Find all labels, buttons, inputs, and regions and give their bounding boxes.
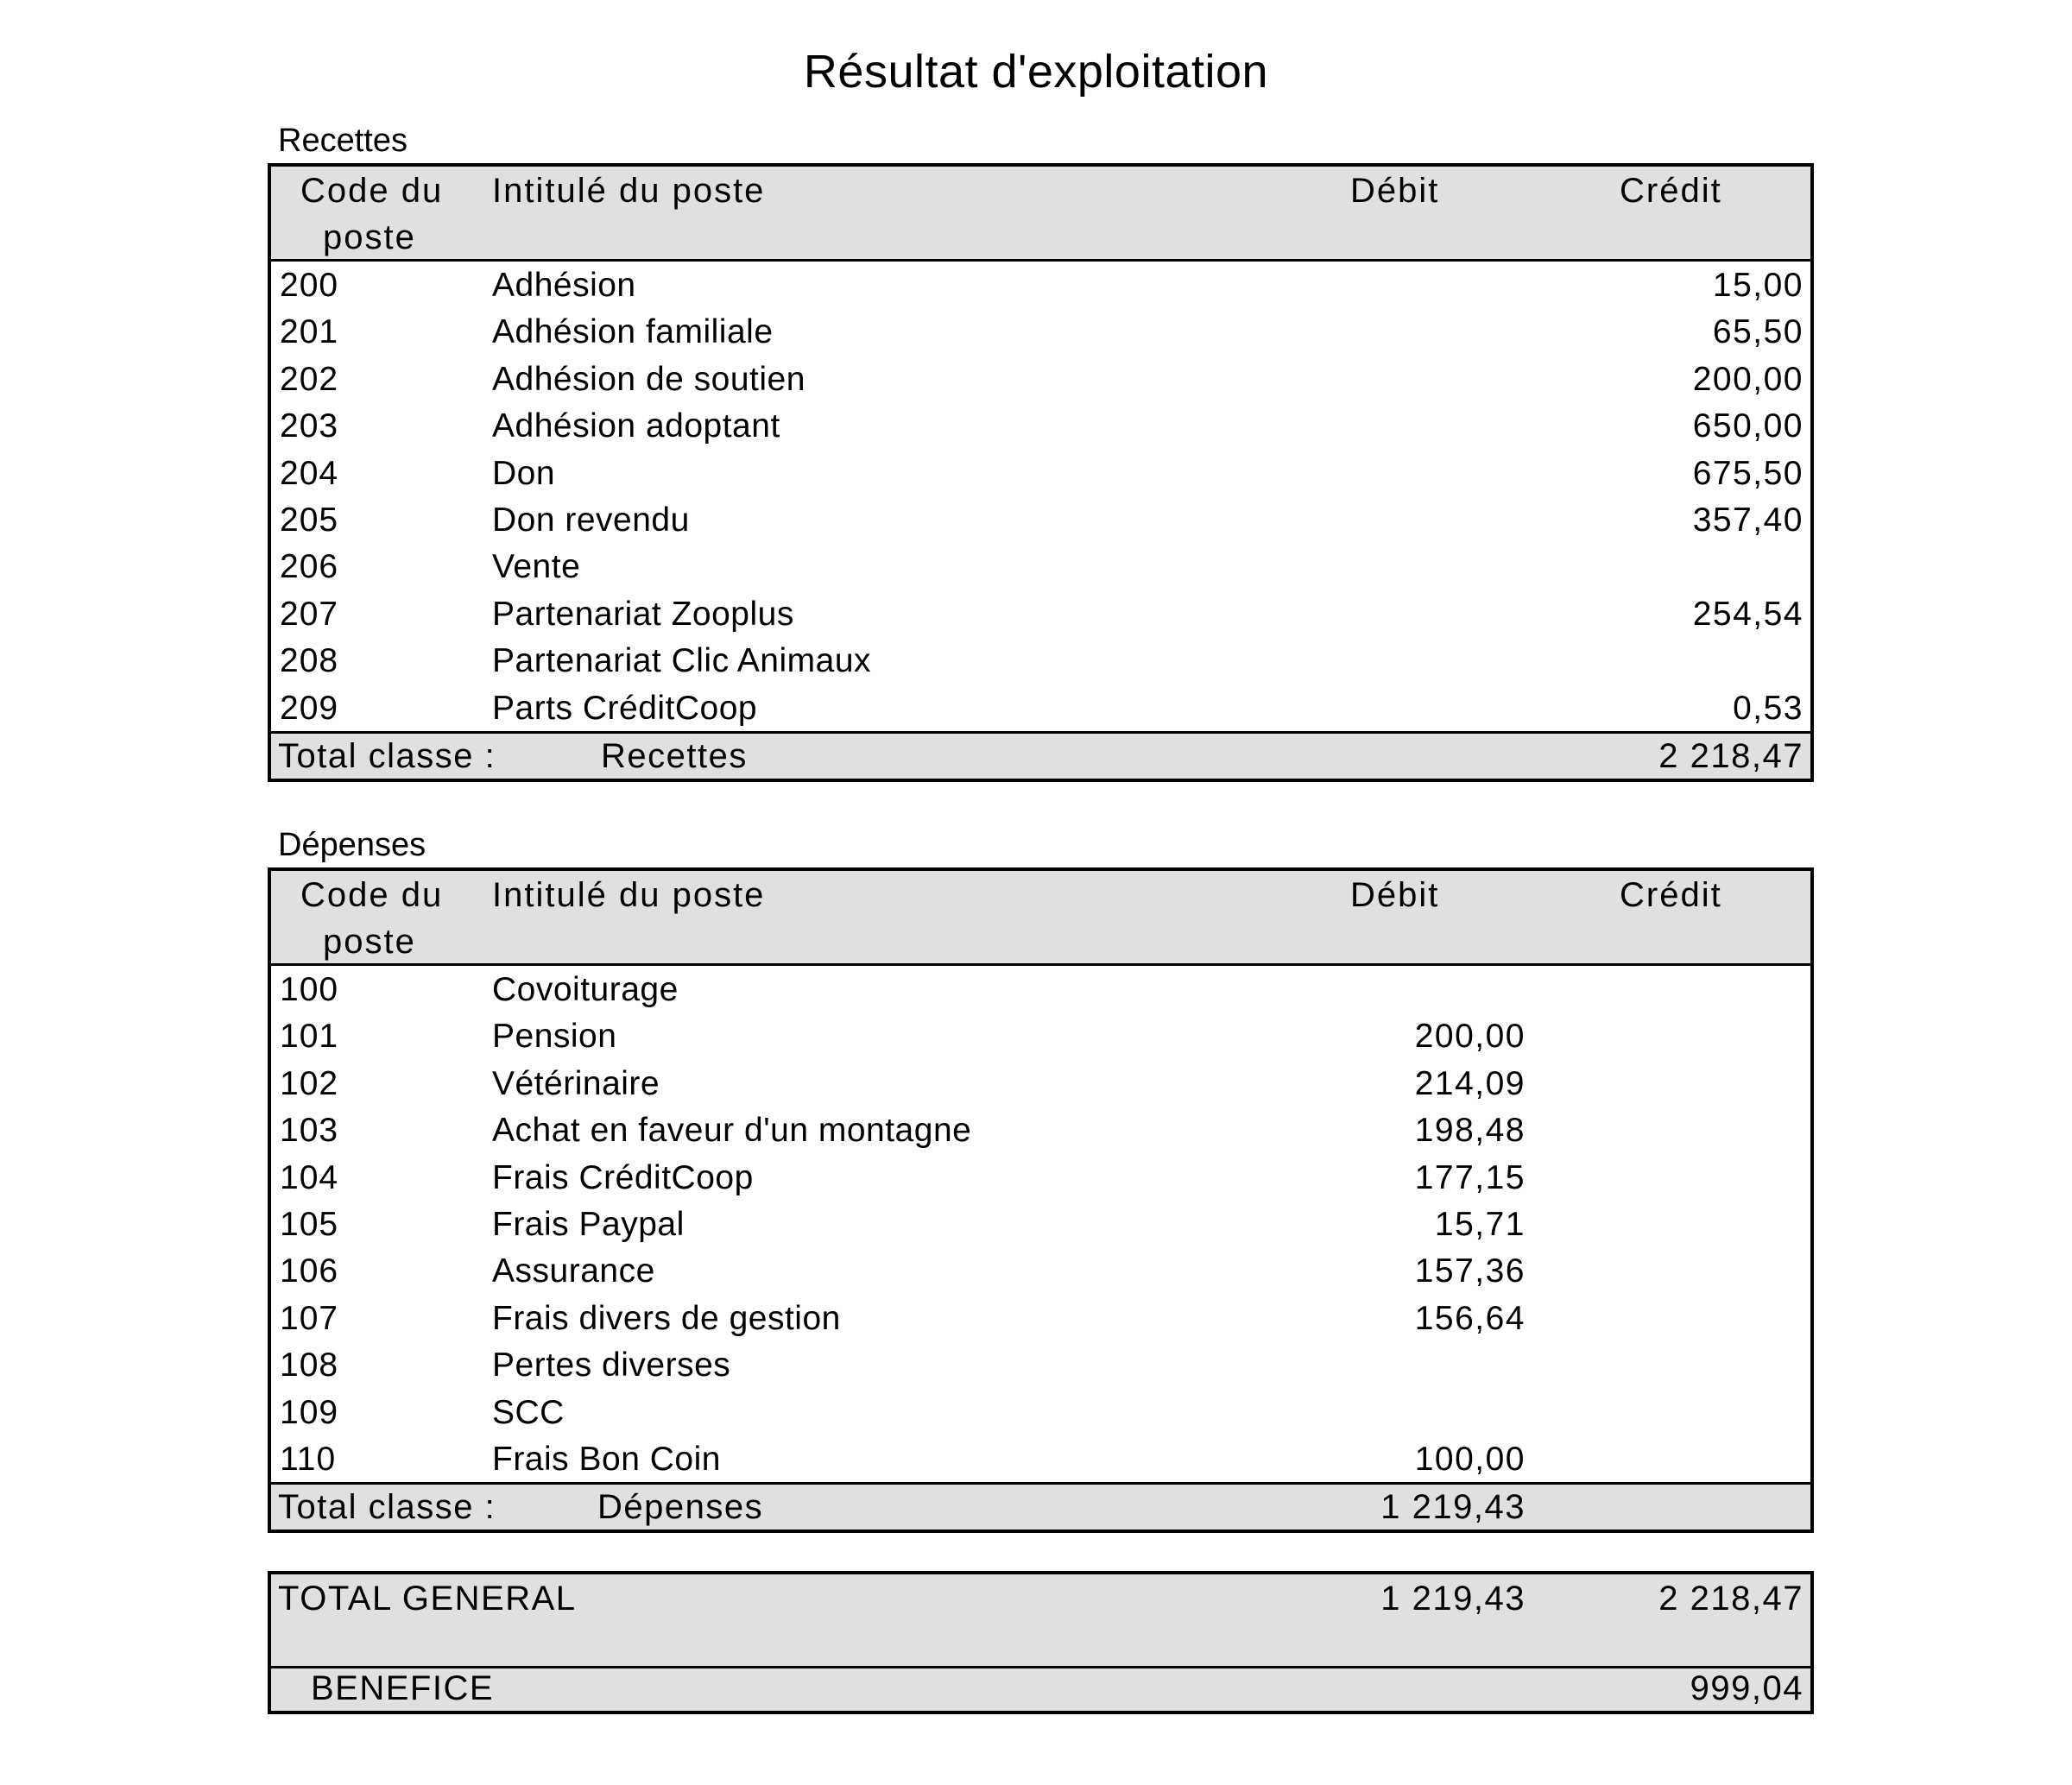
row-label: Frais CréditCoop: [492, 1158, 754, 1196]
row-credit: 0,53: [1733, 689, 1804, 727]
row-label: Adhésion adoptant: [492, 407, 780, 445]
row-credit: 357,40: [1692, 501, 1804, 539]
row-label: Adhésion familiale: [492, 313, 774, 351]
table-row: [271, 450, 1810, 496]
row-debit: 15,71: [1434, 1205, 1526, 1243]
row-label: Vétérinaire: [492, 1064, 660, 1102]
row-debit: 198,48: [1414, 1112, 1526, 1150]
row-label: Assurance: [492, 1252, 655, 1290]
row-code: 107: [280, 1299, 339, 1337]
row-code: 109: [280, 1393, 339, 1431]
total-general-row: [271, 1574, 1810, 1668]
depenses-body: [271, 966, 1810, 1482]
total-general-debit: 1 219,43: [1380, 1580, 1526, 1618]
header-debit: Débit: [1350, 172, 1440, 210]
header-credit: Crédit: [1620, 876, 1722, 914]
row-code: 100: [280, 971, 339, 1008]
row-code: 207: [280, 595, 339, 633]
table-row: [271, 1107, 1810, 1153]
row-label: Don revendu: [492, 501, 690, 539]
depenses-total-row: [271, 1482, 1810, 1530]
row-label: Adhésion de soutien: [492, 360, 805, 398]
header-label: Intitulé du poste: [492, 876, 766, 914]
total-debit: 1 219,43: [1380, 1488, 1526, 1527]
row-code: 204: [280, 454, 339, 492]
benefice-value: 999,04: [1690, 1669, 1804, 1707]
row-debit: 100,00: [1414, 1440, 1526, 1478]
row-code: 200: [280, 267, 339, 304]
total-general-credit: 2 218,47: [1658, 1580, 1804, 1618]
table-row: [271, 1154, 1810, 1201]
row-label: Achat en faveur d'un montagne: [492, 1112, 972, 1150]
table-row: [271, 402, 1810, 449]
table-header: [271, 167, 1810, 262]
row-label: Adhésion: [492, 267, 636, 304]
table-header: [271, 871, 1810, 966]
row-label: Pertes diverses: [492, 1347, 731, 1384]
table-row: [271, 308, 1810, 355]
row-code: 202: [280, 360, 339, 398]
table-row: [271, 1295, 1810, 1341]
page-title: Résultat d'exploitation: [803, 46, 1269, 98]
total-general-box: [268, 1571, 1814, 1714]
row-credit: 200,00: [1692, 360, 1804, 398]
row-label: Covoiturage: [492, 971, 679, 1008]
row-label: Pension: [492, 1018, 617, 1056]
row-code: 102: [280, 1064, 339, 1102]
row-credit: 675,50: [1692, 454, 1804, 492]
section-label-depenses: Dépenses: [278, 827, 426, 863]
header-code-line1: Code du: [300, 172, 444, 210]
row-code: 206: [280, 548, 339, 586]
row-debit: 177,15: [1414, 1158, 1526, 1196]
table-row: [271, 1012, 1810, 1059]
row-debit: 200,00: [1414, 1018, 1526, 1056]
row-code: 110: [280, 1440, 337, 1478]
row-debit: 214,09: [1414, 1064, 1526, 1102]
row-code: 201: [280, 313, 339, 351]
recettes-body: [271, 262, 1810, 731]
header-credit: Crédit: [1620, 172, 1722, 210]
row-debit: 157,36: [1414, 1252, 1526, 1290]
total-credit: 2 218,47: [1658, 736, 1804, 775]
header-code-line2: poste: [323, 923, 416, 961]
row-code: 105: [280, 1205, 339, 1243]
row-credit: 15,00: [1712, 267, 1804, 304]
row-debit: 156,64: [1414, 1299, 1526, 1337]
header-debit: Débit: [1350, 876, 1440, 914]
table-row: [271, 1201, 1810, 1247]
table-row: [271, 1389, 1810, 1435]
benefice-label: BENEFICE: [311, 1669, 495, 1707]
row-code: 101: [280, 1018, 339, 1056]
row-label: Partenariat Clic Animaux: [492, 642, 872, 680]
row-code: 103: [280, 1112, 339, 1150]
row-code: 205: [280, 501, 339, 539]
row-credit: 650,00: [1692, 407, 1804, 445]
table-row: [271, 1247, 1810, 1294]
row-code: 106: [280, 1252, 339, 1290]
row-code: 108: [280, 1347, 339, 1384]
total-name: Recettes: [601, 736, 748, 775]
row-label: Vente: [492, 548, 581, 586]
row-code: 208: [280, 642, 339, 680]
row-code: 104: [280, 1158, 339, 1196]
table-row: [271, 684, 1810, 731]
table-row: [271, 1060, 1810, 1107]
section-label-recettes: Recettes: [278, 123, 407, 159]
table-row: [271, 966, 1810, 1012]
row-credit: 254,54: [1692, 595, 1804, 633]
recettes-total-row: [271, 731, 1810, 779]
table-row: [271, 1341, 1810, 1388]
row-label: Partenariat Zooplus: [492, 595, 794, 633]
table-row: [271, 1435, 1810, 1482]
header-label: Intitulé du poste: [492, 172, 766, 210]
table-row: [271, 356, 1810, 402]
table-row: [271, 590, 1810, 637]
row-label: Frais Paypal: [492, 1205, 685, 1243]
row-label: Frais Bon Coin: [492, 1440, 721, 1478]
total-prefix: Total classe :: [278, 1488, 496, 1527]
row-label: Don: [492, 454, 556, 492]
table-row: [271, 637, 1810, 684]
total-prefix: Total classe :: [278, 736, 496, 775]
row-label: Frais divers de gestion: [492, 1299, 841, 1337]
row-credit: 65,50: [1712, 313, 1804, 351]
row-code: 203: [280, 407, 339, 445]
header-code-line1: Code du: [300, 876, 444, 914]
table-row: [271, 543, 1810, 590]
header-code-line2: poste: [323, 218, 416, 256]
row-label: SCC: [492, 1393, 565, 1431]
row-label: Parts CréditCoop: [492, 689, 758, 727]
total-name: Dépenses: [597, 1488, 764, 1527]
table-row: [271, 262, 1810, 308]
table-row: [271, 496, 1810, 543]
depenses-table: [268, 867, 1814, 1533]
recettes-table: [268, 163, 1814, 782]
row-code: 209: [280, 689, 339, 727]
total-general-label: TOTAL GENERAL: [278, 1580, 577, 1618]
